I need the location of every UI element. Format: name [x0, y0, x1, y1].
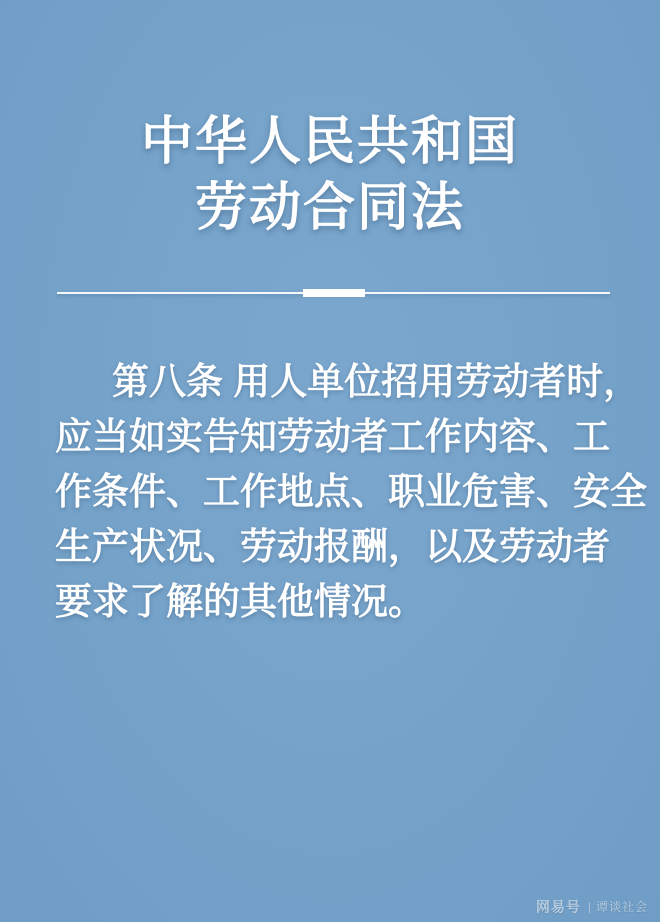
title-line-law-name: 劳动合同法: [194, 180, 465, 237]
article-line: 生产状况、劳动报酬，以及劳动者: [55, 526, 610, 567]
title-line-country: 中华人民共和国: [140, 114, 519, 171]
article-line: 应当如实告知劳动者工作内容、工: [55, 416, 610, 457]
watermark-platform-label: 网易号: [535, 899, 581, 915]
title-divider-rule: [57, 292, 610, 294]
article-line: 作条件、工作地点、职业危害、安全: [55, 471, 647, 512]
poster-title: [0, 110, 660, 242]
watermark-separator: |: [587, 900, 591, 914]
article-text: [55, 354, 647, 629]
article-line: 第八条 用人单位招用劳动者时，: [112, 361, 641, 402]
divider-center-dash: [303, 289, 365, 297]
article-line: 要求了解的其他情况。: [55, 581, 425, 622]
watermark: [536, 899, 648, 915]
watermark-account-label: 谭谈社会: [595, 900, 648, 914]
